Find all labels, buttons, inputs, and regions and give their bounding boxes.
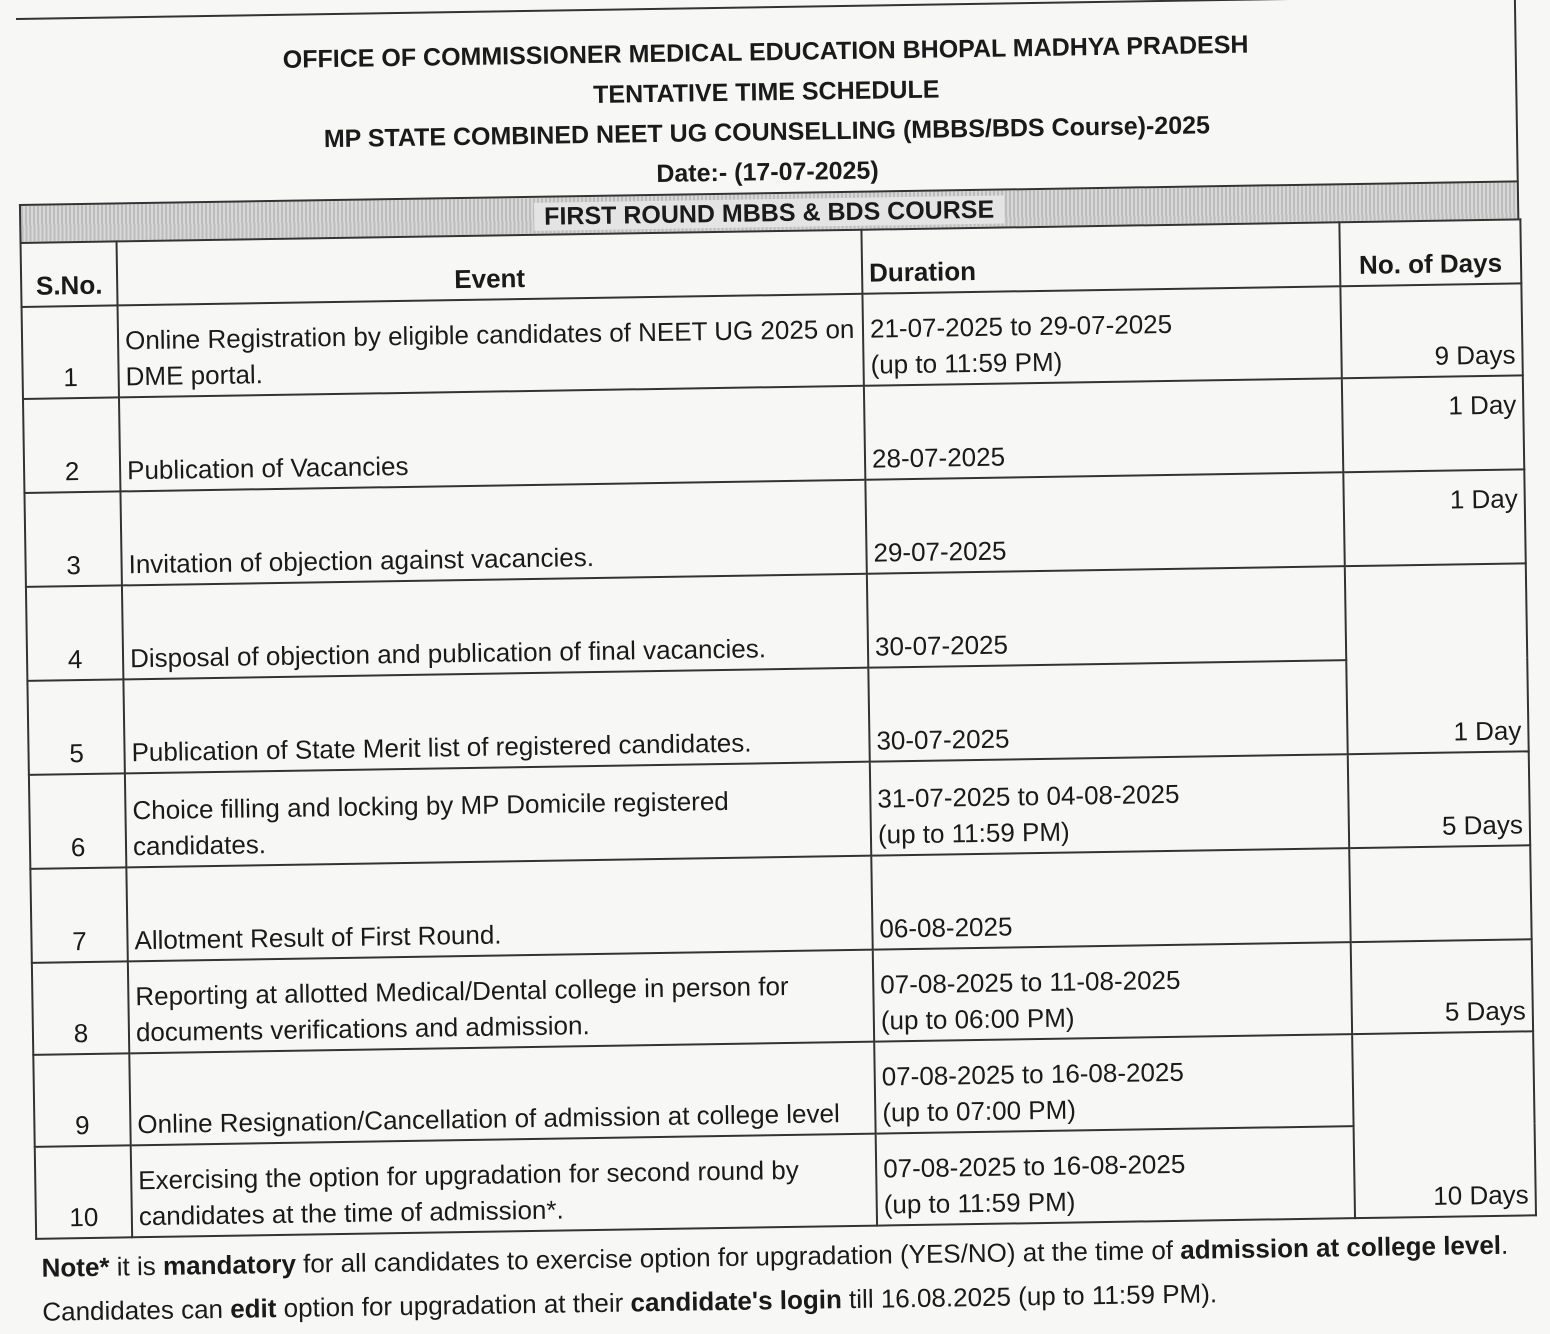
note-emphasis: admission at college level [1180,1229,1502,1265]
col-header-days: No. of Days [1339,219,1521,286]
col-header-event: Event [117,230,863,306]
row-days [1349,845,1531,942]
row-sno: 7 [30,867,127,962]
duration-range: 21-07-2025 to 29-07-2025 [869,308,1173,344]
row-event: Exercising the option for upgradation for second round by candidates at the time of admission*. [131,1134,877,1238]
row-sno: 3 [24,491,121,586]
duration-range: 07-08-2025 to 11-08-2025 [880,964,1181,1000]
row-duration [876,1126,1355,1225]
round-title: FIRST ROUND MBBS & BDS COURSE [534,196,1004,231]
row-sno: 6 [29,773,126,868]
note-text: it is [109,1250,164,1282]
upgradation-note [35,1222,1536,1334]
duration-note: (up to 06:00 PM) [880,1002,1075,1036]
duration-note: (up to 11:59 PM) [877,816,1070,850]
duration-note: (up to 11:59 PM) [870,346,1063,380]
row-sno: 4 [26,585,123,680]
row-duration [874,1034,1353,1133]
row-days: 10 Days [1352,1031,1536,1218]
row-days: 1 Day [1342,375,1524,472]
note-emphasis: edit [229,1293,277,1324]
row-event: Choice filling and locking by MP Domicile registered candidates. [125,762,871,868]
row-event: Invitation of objection against vacancies. [120,480,866,586]
duration-note: (up to 07:00 PM) [882,1094,1077,1128]
note-emphasis: mandatory [162,1248,297,1281]
row-sno: 2 [23,397,120,492]
duration-range: 07-08-2025 to 16-08-2025 [882,1148,1186,1184]
note-emphasis: candidate's login [630,1284,843,1318]
row-sno: 5 [27,679,124,774]
col-header-duration: Duration [861,222,1340,294]
row-event: Allotment Result of First Round. [126,856,872,962]
duration-note: (up to 11:59 PM) [883,1186,1076,1220]
note-text: option for upgradation at their [276,1287,631,1324]
counselling-title: MP STATE COMBINED NEET UG COUNSELLING (MBBS/BDS Course)-2025 [323,111,1211,154]
row-duration [870,754,1349,855]
row-sno: 8 [32,961,129,1054]
row-sno: 1 [22,305,119,398]
schedule-title: TENTATIVE TIME SCHEDULE [592,75,940,109]
row-duration [873,942,1352,1041]
row-event: Publication of State Merit list of registered candidates. [123,668,869,774]
schedule-table [20,218,1537,1239]
row-event: Online Registration by eligible candidates of NEET UG 2025 on DME portal. [118,294,864,398]
row-days: 1 Day [1343,469,1525,566]
office-title: OFFICE OF COMMISSIONER MEDICAL EDUCATION BHOPAL MADHYA PRADESH [282,30,1249,74]
row-duration: 29-07-2025 [865,472,1344,573]
row-days: 1 Day [1345,563,1529,754]
row-sno: 9 [33,1053,130,1146]
duration-range: 07-08-2025 to 16-08-2025 [881,1056,1185,1092]
col-header-sno: S.No. [21,241,118,307]
duration-range: 31-07-2025 to 04-08-2025 [877,778,1180,814]
row-event: Reporting at allotted Medical/Dental college in person for documents verifications and admission. [128,950,874,1054]
schedule-document [16,0,1536,1334]
row-event: Online Resignation/Cancellation of admission at college level [129,1042,875,1146]
note-text: till 16.08.2025 (up to 11:59 PM). [841,1278,1218,1315]
row-days: 5 Days [1348,751,1530,848]
document-date: Date:- (17-07-2025) [656,156,879,188]
row-days: 9 Days [1340,283,1522,378]
row-sno: 10 [35,1145,132,1238]
row-duration [862,286,1341,385]
row-duration: 30-07-2025 [867,566,1346,667]
note-text: . Candidates can [42,1229,1509,1327]
note-label: Note* [41,1251,110,1283]
row-duration: 28-07-2025 [864,378,1343,479]
row-event: Disposal of objection and publication of final vacancies. [122,574,868,680]
row-days: 5 Days [1351,939,1533,1034]
row-event: Publication of Vacancies [119,386,865,492]
row-duration: 06-08-2025 [871,848,1350,949]
row-duration: 30-07-2025 [868,660,1347,761]
note-text: for all candidates to exercise option for upgradation (YES/NO) at the time of [295,1234,1181,1279]
document-header [16,0,1519,204]
